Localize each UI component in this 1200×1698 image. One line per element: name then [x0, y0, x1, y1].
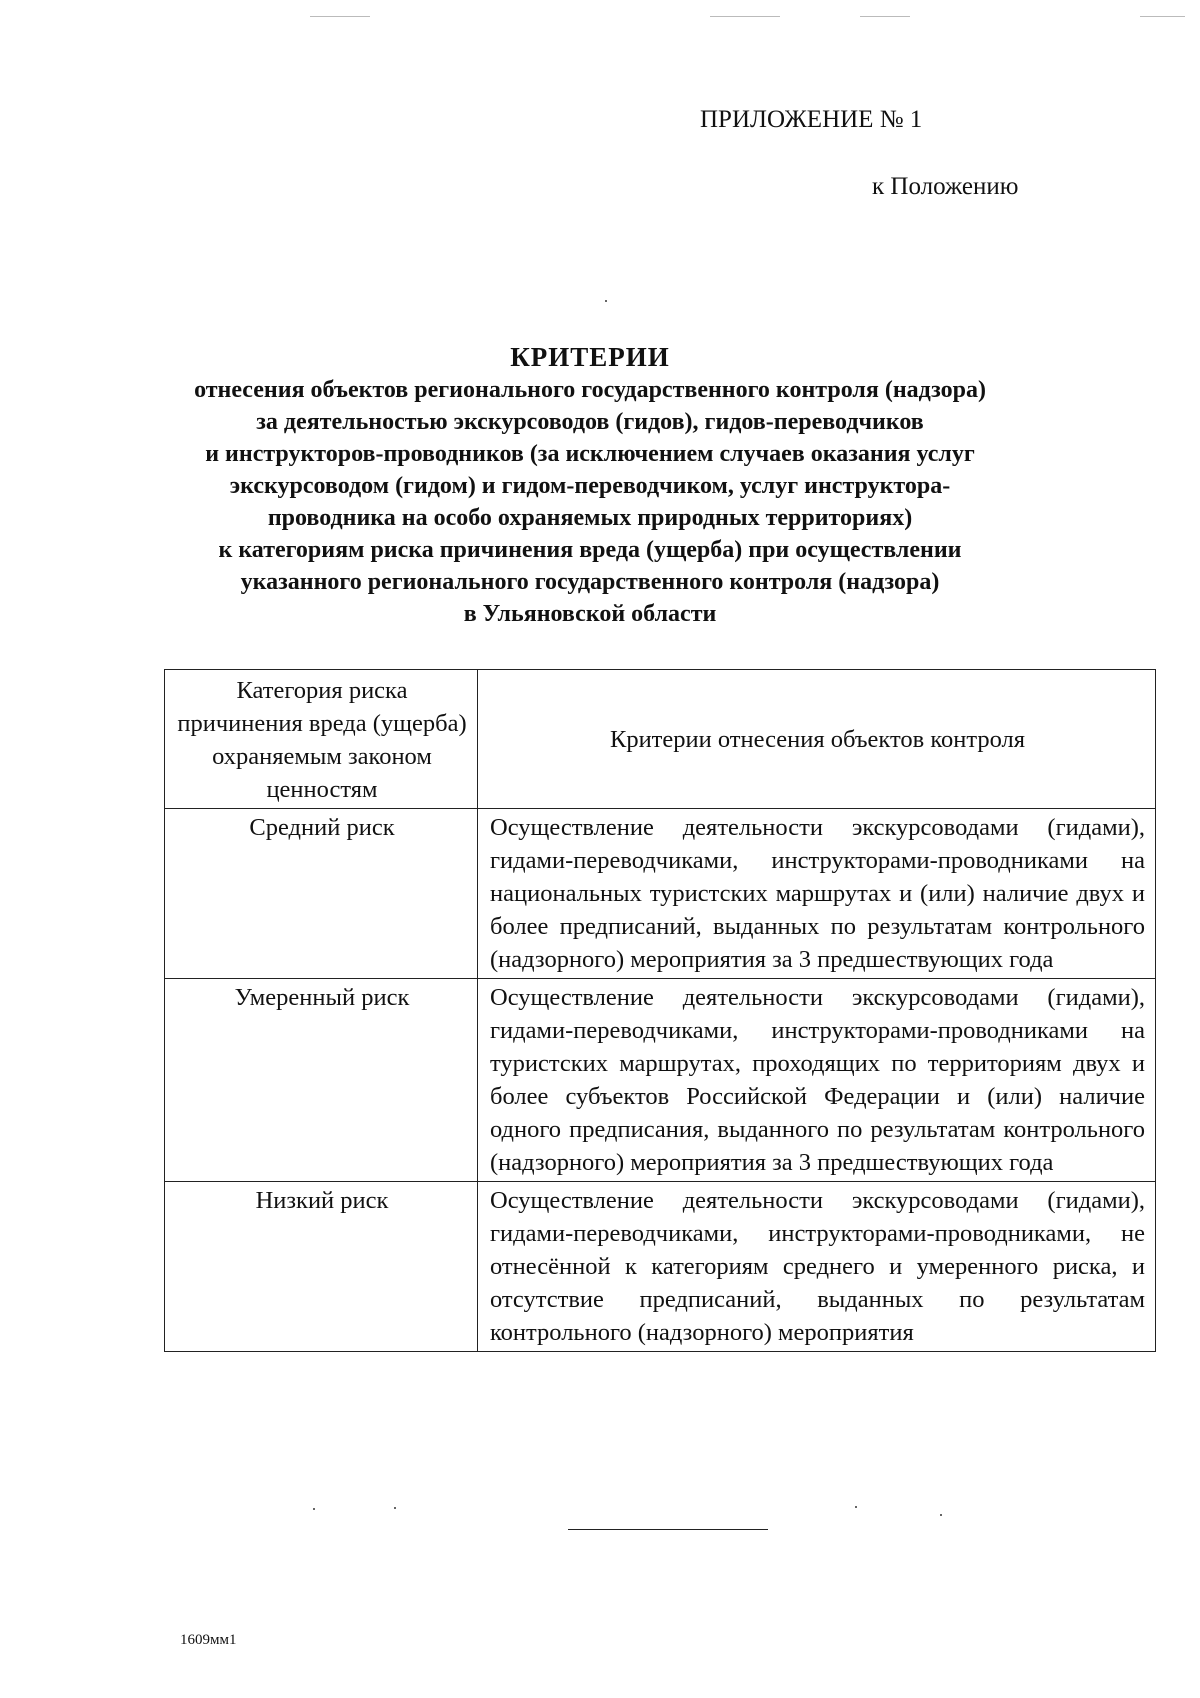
heading-subtitle-line: экскурсоводом (гидом) и гидом-переводчиком, услуг инструктора-: [229, 473, 951, 499]
table-row: [165, 809, 1156, 979]
scan-artifact: [710, 16, 780, 17]
scan-artifact: [310, 16, 370, 17]
risk-category-cell: Низкий риск: [165, 1182, 478, 1352]
document-code: 1609мм1: [180, 1632, 237, 1648]
header-category: Категория риска причинения вреда (ущерба) охраняемым законом ценностям: [165, 670, 478, 809]
heading-subtitle-line: в Ульяновской области: [463, 601, 717, 627]
scan-speck: [605, 300, 607, 302]
table-header-row: [165, 670, 1156, 809]
heading-subtitle-line: проводника на особо охраняемых природных территориях): [267, 505, 913, 531]
scan-speck: [940, 1514, 942, 1516]
heading-subtitle-line: указанного регионального государственного контроля (надзора): [240, 569, 940, 595]
criteria-cell: Осуществление деятельности экскурсоводами (гидами), гидами-переводчиками, инструкторами-проводниками на туристских маршрутах, проходящих по территориям двух и более субъектов Российской Федерации и (или) наличие одного предписания, выданного по результатам контрольного (надзорного) мероприятия за 3 предшествующих года: [478, 979, 1156, 1182]
scan-speck: [855, 1506, 857, 1508]
scan-speck: [394, 1507, 396, 1509]
risk-criteria-table: [164, 669, 1156, 1352]
table-row: [165, 1182, 1156, 1352]
risk-category-cell: Умеренный риск: [165, 979, 478, 1182]
heading-subtitle-line: отнесения объектов регионального государственного контроля (надзора): [194, 377, 986, 403]
heading-subtitle-line: и инструкторов-проводников (за исключением случаев оказания услуг: [205, 441, 975, 467]
heading-subtitle: [160, 374, 1020, 630]
heading-subtitle-line: к категориям риска причинения вреда (ущерба) при осуществлении: [218, 537, 962, 563]
appendix-title: ПРИЛОЖЕНИЕ № 1: [700, 106, 923, 133]
risk-category-cell: Средний риск: [165, 809, 478, 979]
scan-speck: [313, 1508, 315, 1510]
heading-subtitle-line: за деятельностью экскурсоводов (гидов), гидов-переводчиков: [256, 409, 924, 435]
document-heading: [160, 340, 1020, 630]
scan-artifact: [860, 16, 910, 17]
end-divider-line: [568, 1529, 768, 1530]
heading-title: КРИТЕРИИ: [510, 342, 670, 372]
table-row: [165, 979, 1156, 1182]
appendix-reference: к Положению: [872, 173, 1019, 200]
criteria-cell: Осуществление деятельности экскурсоводами (гидами), гидами-переводчиками, инструкторами-проводниками на национальных туристских маршрутах и (или) наличие двух и более предписаний, выданных по результатам контрольного (надзорного) мероприятия за 3 предшествующих года: [478, 809, 1156, 979]
criteria-cell: Осуществление деятельности экскурсоводами (гидами), гидами-переводчиками, инструкторами-проводниками, не отнесённой к категориям среднего и умеренного риска, и отсутствие предписаний, выданных по результатам контрольного (надзорного) мероприятия: [478, 1182, 1156, 1352]
scan-artifact: [1140, 16, 1185, 17]
header-criteria: Критерии отнесения объектов контроля: [478, 670, 1156, 809]
